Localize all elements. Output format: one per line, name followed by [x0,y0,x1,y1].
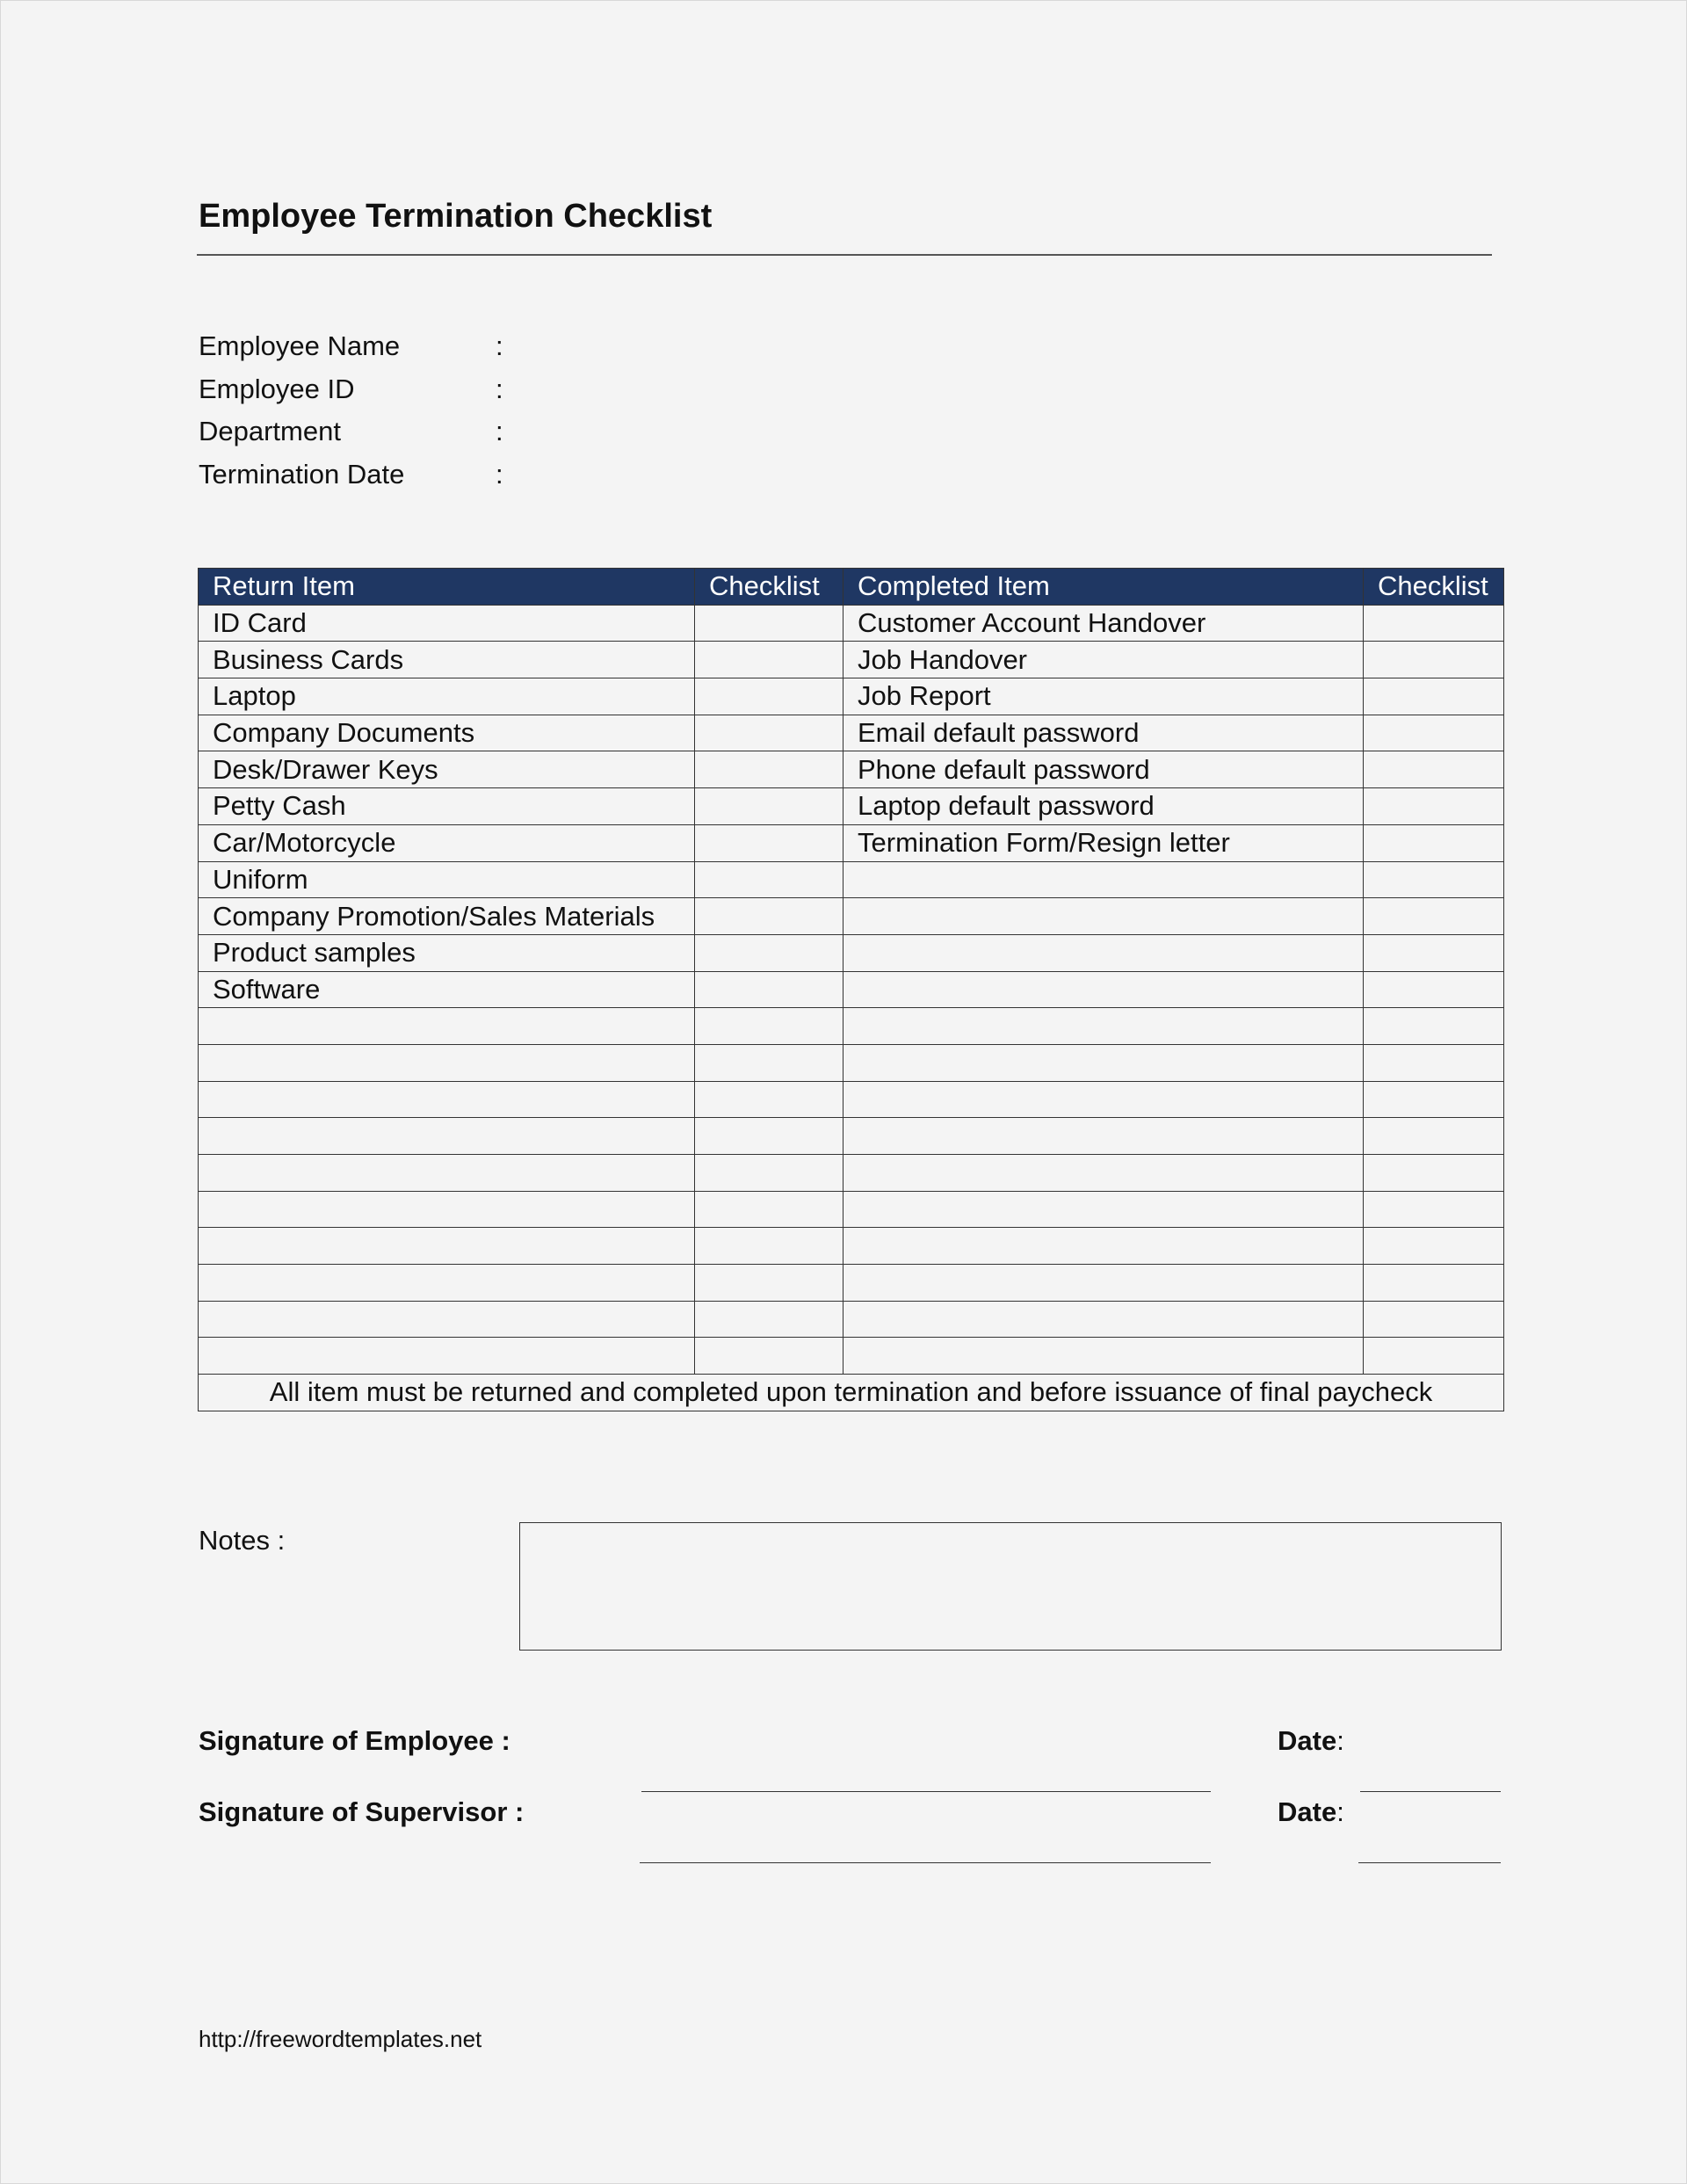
return-checklist-cell[interactable] [695,1081,844,1118]
completed-item-cell [844,971,1364,1008]
completed-checklist-cell[interactable] [1364,1191,1504,1228]
completed-item-cell [844,1118,1364,1155]
completed-item-cell: Termination Form/Resign letter [844,824,1364,861]
employee-signature-line[interactable] [641,1791,1211,1792]
header-return-checklist: Checklist [695,569,844,606]
return-checklist-cell[interactable] [695,824,844,861]
return-item-cell: Product samples [199,934,695,971]
completed-item-cell [844,1191,1364,1228]
header-return-item: Return Item [199,569,695,606]
return-checklist-cell[interactable] [695,1044,844,1081]
employee-date-label [1278,1725,1344,1757]
completed-item-cell [844,1155,1364,1192]
completed-checklist-cell[interactable] [1364,1044,1504,1081]
return-item-cell [199,1338,695,1375]
table-row [199,605,1504,642]
return-item-cell: Laptop [199,678,695,715]
table-row [199,1081,1504,1118]
completed-checklist-cell[interactable] [1364,934,1504,971]
return-item-cell [199,1228,695,1265]
supervisor-date-colon: : [1336,1796,1344,1827]
table-row [199,1301,1504,1338]
completed-item-cell: Laptop default password [844,788,1364,825]
table-header-row [199,569,1504,606]
return-checklist-cell[interactable] [695,971,844,1008]
completed-checklist-cell[interactable] [1364,1155,1504,1192]
completed-checklist-cell[interactable] [1364,1301,1504,1338]
return-item-cell [199,1044,695,1081]
return-checklist-cell[interactable] [695,1265,844,1302]
completed-item-cell [844,1265,1364,1302]
return-checklist-cell[interactable] [695,898,844,935]
info-field-row [199,329,726,372]
return-checklist-cell[interactable] [695,861,844,898]
completed-checklist-cell[interactable] [1364,788,1504,825]
employee-date-word: Date [1278,1725,1337,1756]
return-checklist-cell[interactable] [695,934,844,971]
return-checklist-cell[interactable] [695,1301,844,1338]
completed-checklist-cell[interactable] [1364,642,1504,678]
completed-checklist-cell[interactable] [1364,605,1504,642]
employee-signature-label: Signature of Employee : [199,1725,510,1756]
return-item-cell: Software [199,971,695,1008]
completed-checklist-cell[interactable] [1364,1081,1504,1118]
return-checklist-cell[interactable] [695,1338,844,1375]
completed-item-cell [844,1338,1364,1375]
info-field-row [199,414,726,457]
completed-item-cell: Email default password [844,715,1364,751]
table-row [199,1338,1504,1375]
completed-checklist-cell[interactable] [1364,1008,1504,1045]
table-row [199,715,1504,751]
info-field-label: Employee Name [199,330,401,361]
return-item-cell: Uniform [199,861,695,898]
completed-checklist-cell[interactable] [1364,1338,1504,1375]
return-checklist-cell[interactable] [695,605,844,642]
header-completed-item: Completed Item [844,569,1364,606]
return-item-cell: Car/Motorcycle [199,824,695,861]
return-item-cell [199,1265,695,1302]
completed-item-cell [844,861,1364,898]
table-row [199,788,1504,825]
return-checklist-cell[interactable] [695,642,844,678]
table-row [199,1118,1504,1155]
title-divider [197,254,1492,256]
info-field-row [199,457,726,500]
completed-checklist-cell[interactable] [1364,861,1504,898]
completed-item-cell: Customer Account Handover [844,605,1364,642]
info-field-label: Department [199,416,341,446]
info-field-row [199,372,726,415]
header-completed-checklist: Checklist [1364,569,1504,606]
completed-item-cell [844,1081,1364,1118]
table-row [199,861,1504,898]
completed-checklist-cell[interactable] [1364,715,1504,751]
completed-item-cell [844,1301,1364,1338]
table-row [199,751,1504,788]
completed-item-cell [844,1008,1364,1045]
employee-info-fields [199,329,726,499]
completed-checklist-cell[interactable] [1364,751,1504,788]
return-checklist-cell[interactable] [695,751,844,788]
footer-note: All item must be returned and completed upon termination and before issuance of final paycheck [199,1375,1504,1411]
notes-label: Notes : [199,1525,286,1556]
footer-url: http://freewordtemplates.net [199,2026,482,2052]
completed-item-cell [844,898,1364,935]
table-row [199,1008,1504,1045]
checklist-table [198,568,1504,1411]
completed-checklist-cell[interactable] [1364,1118,1504,1155]
table-row [199,1265,1504,1302]
supervisor-date-line[interactable] [1358,1862,1501,1863]
return-item-cell [199,1301,695,1338]
completed-item-cell: Job Report [844,678,1364,715]
supervisor-signature-label: Signature of Supervisor : [199,1796,525,1827]
return-item-cell [199,1191,695,1228]
info-field-colon: : [496,373,503,404]
employee-date-colon: : [1336,1725,1344,1756]
table-row [199,1044,1504,1081]
completed-item-cell [844,934,1364,971]
return-item-cell [199,1081,695,1118]
completed-checklist-cell[interactable] [1364,824,1504,861]
table-row [199,898,1504,935]
completed-item-cell: Job Handover [844,642,1364,678]
table-row [199,971,1504,1008]
return-item-cell: Company Documents [199,715,695,751]
return-item-cell [199,1118,695,1155]
completed-checklist-cell[interactable] [1364,1265,1504,1302]
return-checklist-cell[interactable] [695,788,844,825]
return-checklist-cell[interactable] [695,715,844,751]
table-row [199,1191,1504,1228]
return-item-cell: Business Cards [199,642,695,678]
table-row [199,824,1504,861]
return-checklist-cell[interactable] [695,1228,844,1265]
table-row [199,678,1504,715]
return-item-cell: ID Card [199,605,695,642]
completed-checklist-cell[interactable] [1364,678,1504,715]
supervisor-date-word: Date [1278,1796,1337,1827]
table-row [199,642,1504,678]
table-row [199,1155,1504,1192]
completed-checklist-cell[interactable] [1364,898,1504,935]
completed-checklist-cell[interactable] [1364,1228,1504,1265]
return-item-cell: Petty Cash [199,788,695,825]
table-row [199,1228,1504,1265]
table-row [199,934,1504,971]
info-field-label: Termination Date [199,458,405,490]
completed-checklist-cell[interactable] [1364,971,1504,1008]
completed-item-cell [844,1228,1364,1265]
completed-item-cell: Phone default password [844,751,1364,788]
return-checklist-cell[interactable] [695,1008,844,1045]
info-field-colon: : [496,458,503,490]
return-checklist-cell[interactable] [695,678,844,715]
return-item-cell [199,1008,695,1045]
supervisor-date-label [1278,1796,1344,1828]
return-checklist-cell[interactable] [695,1118,844,1155]
info-field-colon: : [496,416,503,446]
completed-item-cell [844,1044,1364,1081]
employee-date-line[interactable] [1360,1791,1501,1792]
notes-box[interactable] [519,1522,1502,1651]
info-field-colon: : [496,330,503,361]
return-checklist-cell[interactable] [695,1191,844,1228]
page-title: Employee Termination Checklist [199,198,713,235]
supervisor-signature-line[interactable] [640,1862,1211,1863]
info-field-label: Employee ID [199,373,355,404]
return-item-cell [199,1155,695,1192]
return-item-cell: Company Promotion/Sales Materials [199,898,695,935]
return-checklist-cell[interactable] [695,1155,844,1192]
return-item-cell: Desk/Drawer Keys [199,751,695,788]
table-footer-row [199,1375,1504,1411]
